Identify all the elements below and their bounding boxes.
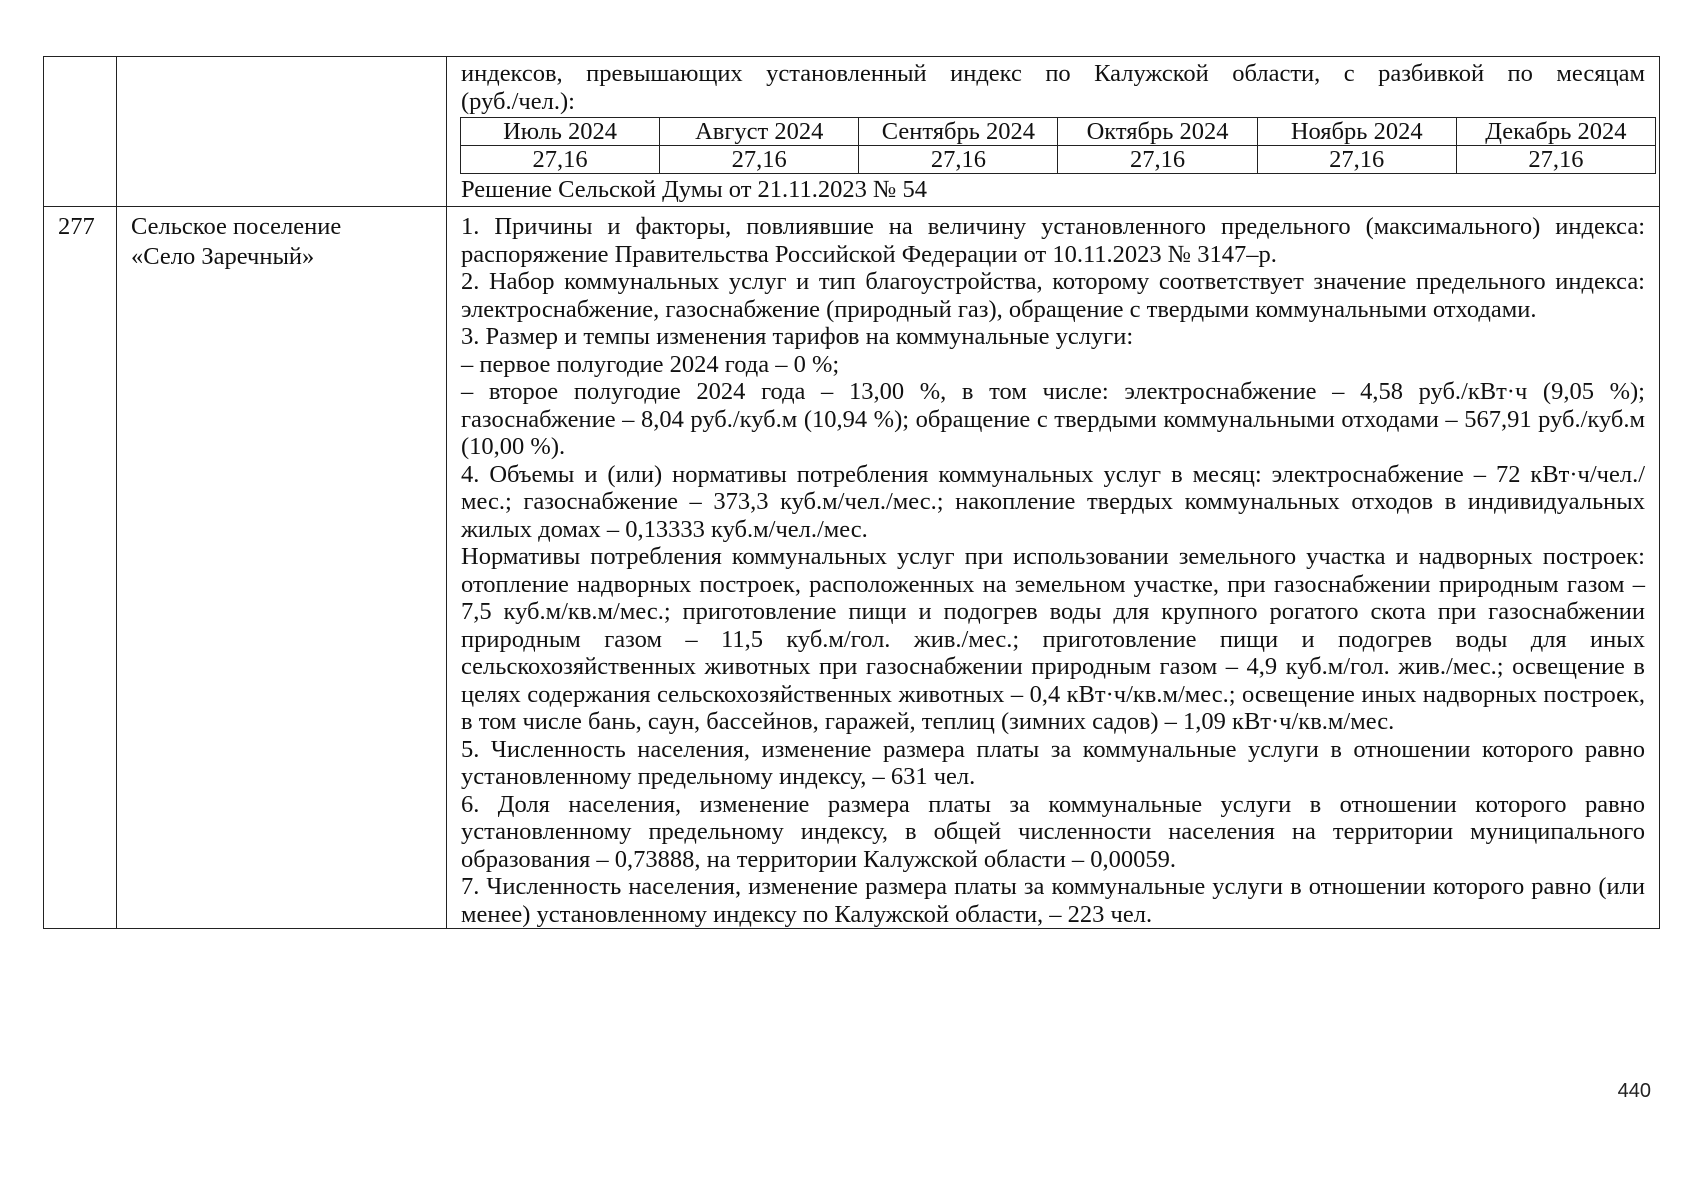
months-table [460, 117, 1656, 174]
month-label: Ноябрь 2024 [1257, 118, 1456, 146]
intro-line-2: (руб./чел.): [461, 87, 575, 115]
paragraph-5: 5. Численность населения, изменение размера платы за коммунальные услуги в отношении которого равно установленному предельному индексу, – 631 чел. [461, 735, 1645, 790]
month-label: Июль 2024 [461, 118, 660, 146]
settlement-name-line-2: «Село Заречный» [131, 243, 315, 270]
month-value: 27,16 [1257, 146, 1456, 174]
paragraph-3-second-half: – второе полугодие 2024 года – 13,00 %, в том числе: электроснабжение – 4,58 руб./кВт·ч (9,05 %); газоснабжение – 8,04 руб./куб.м (10,94 %); обращение с твердыми коммунальными отходами – 567,91 руб./куб.м (10,00 %). [461, 378, 1645, 460]
paragraph-4: 4. Объемы и (или) нормативы потребления коммунальных услуг в месяц: электроснабжение – 72 кВт·ч/чел./мес.; газоснабжение – 373,3 куб.м/чел./мес.; накопление твердых коммунальных отходов в индивидуальных жилых домах – 0,13333 куб.м/чел./мес. [461, 460, 1645, 543]
content-cell [447, 207, 1660, 929]
month-label: Декабрь 2024 [1456, 118, 1655, 146]
months-header-row [461, 118, 1656, 146]
months-value-row [461, 146, 1656, 174]
paragraph-3: 3. Размер и темпы изменения тарифов на коммунальные услуги: [461, 323, 1134, 350]
month-value: 27,16 [859, 146, 1058, 174]
number-cell-empty [44, 57, 117, 207]
row-number: 277 [58, 213, 95, 240]
page-number: 440 [1617, 1080, 1651, 1102]
month-label: Август 2024 [660, 118, 859, 146]
month-value: 27,16 [461, 146, 660, 174]
month-value: 27,16 [1058, 146, 1257, 174]
paragraph-4-norms: Нормативы потребления коммунальных услуг при использовании земельного участка и надворных построек: отопление надворных построек, расположенных на земельном участке, при газоснабжении природным газом – 7,5 куб.м/кв.м/мес.; приготовление пищи и подогрев воды для крупного рогатого скота при газоснабжении природным газом – 11,5 куб.м/гол. жив./мес.; приготовление пищи и подогрев воды для иных сельскохозяйственных животных при газоснабжении природным газом – 4,9 куб.м/гол. жив./мес.; освещение в целях содержания сельскохозяйственных животных – 0,4 кВт·ч/кв.м/мес.; освещение иных надворных построек, в том числе бань, саун, бассейнов, гаражей, теплиц (зимних садов) – 1,09 кВт·ч/кв.м/мес. [461, 543, 1645, 735]
month-label: Сентябрь 2024 [859, 118, 1058, 146]
paragraph-1: 1. Причины и факторы, повлиявшие на величину установленного предельного (максимального) индекса: распоряжение Правительства Российской Федерации от 10.11.2023 № 3147–р. [461, 213, 1645, 268]
intro-line-1: индексов, превышающих установленный индекс по Калужской области, с разбивкой по месяцам [461, 60, 1645, 87]
name-cell-empty [117, 57, 447, 207]
main-table [43, 56, 1660, 929]
number-cell [44, 207, 117, 929]
paragraph-7: 7. Численность населения, изменение размера платы за коммунальные услуги в отношении которого равно (или менее) установленному индексу по Калужской области, – 223 чел. [461, 873, 1645, 928]
settlement-name-line-1: Сельское поселение [131, 213, 342, 240]
content-cell [447, 57, 1660, 207]
month-label: Октябрь 2024 [1058, 118, 1257, 146]
month-value: 27,16 [660, 146, 859, 174]
table-row-continuation [44, 57, 1660, 207]
name-cell [117, 207, 447, 929]
paragraph-2: 2. Набор коммунальных услуг и тип благоустройства, которому соответствует значение предельного индекса: электроснабжение, газоснабжение (природный газ), обращение с твердыми коммунальными отходами. [461, 268, 1645, 323]
table-row-277 [44, 207, 1660, 929]
paragraph-6: 6. Доля населения, изменение размера платы за коммунальные услуги в отношении которого равно установленному предельному индексу, в общей численности населения на территории муниципального образования – 0,73888, на территории Калужской области – 0,00059. [461, 790, 1645, 873]
paragraph-3-first-half: – первое полугодие 2024 года – 0 %; [461, 350, 840, 378]
decision-text: Решение Сельской Думы от 21.11.2023 № 54 [461, 176, 928, 203]
month-value: 27,16 [1456, 146, 1655, 174]
